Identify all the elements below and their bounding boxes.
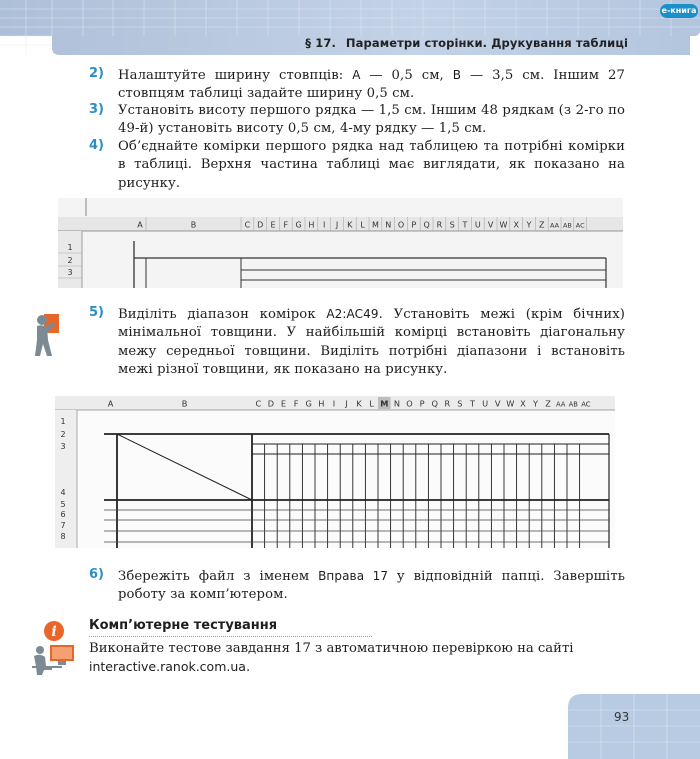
step-number: 6) xyxy=(89,567,104,582)
section-title: Параметри сторінки. Друкування таблиці xyxy=(345,36,628,50)
column-header-W: W xyxy=(506,398,515,409)
row-header-8: 8 xyxy=(60,532,66,541)
text-run: Налаштуйте ширину стовпців: xyxy=(118,68,353,83)
testing-link[interactable]: interactive.ranok.com.ua xyxy=(89,659,246,675)
step-text: Об’єднайте комірки першого рядка над таблицею та потрібні комірки в таблиці. Верхня частина таблиці має виглядати, як показано на рисунку. xyxy=(118,139,625,191)
column-header-H: H xyxy=(308,220,315,230)
column-header-AA: AA xyxy=(550,221,560,230)
column-header-V: V xyxy=(487,220,494,230)
file-name: Вправа 17 xyxy=(318,569,389,583)
ebook-badge[interactable]: e-книга xyxy=(660,4,698,18)
column-header-T: T xyxy=(469,398,476,409)
column-header-C: C xyxy=(255,398,262,409)
step-number: 4) xyxy=(89,138,104,153)
column-header-X: X xyxy=(520,398,526,409)
header-band xyxy=(0,0,700,55)
section-number: § 17. xyxy=(305,36,336,50)
column-header-Y: Y xyxy=(526,220,532,230)
step-number: 2) xyxy=(89,66,104,81)
column-header-U: U xyxy=(474,220,481,230)
column-header-L: L xyxy=(369,398,374,409)
testing-title: Комп’ютерне тестування xyxy=(89,618,372,637)
column-header-R: R xyxy=(436,220,443,230)
row-header-5: 5 xyxy=(60,500,66,509)
step-text xyxy=(118,567,625,605)
column-header-K: K xyxy=(347,220,353,230)
step-number: 3) xyxy=(89,102,104,117)
range-ref: A2:AC49 xyxy=(326,307,379,321)
header-title xyxy=(305,36,628,50)
column-header-AC: AC xyxy=(581,400,591,409)
column-header-A: A xyxy=(107,398,114,409)
column-header-M: M xyxy=(380,398,389,409)
column-header-S: S xyxy=(449,220,455,230)
row-header-3: 3 xyxy=(60,442,66,451)
spreadsheet-image-2 xyxy=(55,396,615,548)
column-header-B: B xyxy=(190,220,197,230)
column-header-A: A xyxy=(137,220,143,230)
column-header-N: N xyxy=(393,398,400,409)
row-header-4: 4 xyxy=(60,488,66,497)
column-header-J: J xyxy=(345,398,348,409)
step-6 xyxy=(89,567,625,605)
column-header-AB: AB xyxy=(562,221,572,230)
text-run: . xyxy=(245,660,251,676)
spreadsheet-image-1 xyxy=(58,198,623,288)
step-4 xyxy=(89,138,625,193)
column-header-C: C xyxy=(244,220,251,230)
column-header-E: E xyxy=(270,220,276,230)
page-number: 93 xyxy=(614,710,630,724)
row-header-7: 7 xyxy=(60,521,66,530)
text-run: — 0,5 см, xyxy=(360,68,453,83)
text-run: у відповідній папці. Завершіть роботу за комп’ютером. xyxy=(118,569,625,603)
column-header-X: X xyxy=(513,220,519,230)
column-ref: A xyxy=(352,68,361,82)
column-header-AB: AB xyxy=(568,400,578,409)
footer-number-grid xyxy=(568,694,700,759)
column-ref: B xyxy=(452,68,462,82)
column-header-D: D xyxy=(267,398,275,409)
column-header-Q: Q xyxy=(423,220,430,230)
column-header-I: I xyxy=(332,398,336,409)
svg-text:i: i xyxy=(51,624,57,640)
text-run: Збережіть файл з іменем xyxy=(118,569,319,584)
column-header-P: P xyxy=(419,398,425,409)
column-header-G: G xyxy=(305,398,312,409)
column-header-AC: AC xyxy=(575,221,585,230)
step-text xyxy=(118,66,625,104)
step-text xyxy=(118,305,625,379)
text-run: — 3,5 см. Іншим 27 стовпцям таблиці задайте ширину 0,5 см. xyxy=(118,68,625,102)
column-header-N: N xyxy=(385,220,392,230)
text-run: Виділіть діапазон комірок xyxy=(118,307,327,322)
column-header-O: O xyxy=(406,398,413,409)
column-header-P: P xyxy=(411,220,417,230)
column-header-V: V xyxy=(494,398,501,409)
text-run: . Установіть межі (крім бічних) мінімальної товщини. У найбільшій комірці встановіть діагональну межу середньої товщини. Виділіть потрібні діапазони і встановіть межі різної товщини, як показано на рисунку. xyxy=(118,307,626,377)
column-header-I: I xyxy=(323,220,326,230)
column-header-B: B xyxy=(181,398,188,409)
column-header-Y: Y xyxy=(532,398,539,409)
column-header-L: L xyxy=(360,220,365,230)
step-2 xyxy=(89,66,625,104)
testing-text xyxy=(89,640,629,678)
row-header-2: 2 xyxy=(60,430,66,439)
text-run: Виконайте тестове завдання 17 з автоматичною перевіркою на сайті xyxy=(89,641,574,656)
column-header-F: F xyxy=(293,398,299,409)
column-header-R: R xyxy=(444,398,451,409)
row-header-2: 2 xyxy=(67,256,73,265)
figure-borders xyxy=(55,396,615,548)
column-header-Q: Q xyxy=(431,398,438,409)
column-header-G: G xyxy=(295,220,302,230)
column-header-J: J xyxy=(335,220,339,230)
column-header-S: S xyxy=(457,398,463,409)
step-3 xyxy=(89,102,625,139)
column-header-K: K xyxy=(356,398,362,409)
figure-merged-cells xyxy=(58,198,623,288)
column-header-T: T xyxy=(462,220,468,230)
step-number: 5) xyxy=(89,305,104,320)
column-header-D: D xyxy=(257,220,264,230)
column-header-Z: Z xyxy=(545,398,551,409)
column-header-U: U xyxy=(482,398,489,409)
footer-band xyxy=(568,694,700,759)
column-header-E: E xyxy=(280,398,287,409)
column-header-W: W xyxy=(499,220,508,230)
testing-icon xyxy=(30,620,82,676)
column-header-Z: Z xyxy=(539,220,545,230)
column-header-AA: AA xyxy=(555,400,566,409)
column-header-O: O xyxy=(397,220,405,230)
row-header-3: 3 xyxy=(67,268,73,277)
column-header-M: M xyxy=(371,220,379,230)
row-header-1: 1 xyxy=(60,417,66,426)
step-5 xyxy=(89,305,625,379)
step-text: Установіть висоту першого рядка — 1,5 см. Іншим 48 рядкам (з 2-го по 49-й) установіть висоту 0,5 см, 4-му рядку — 1,5 см. xyxy=(118,103,625,137)
action-person-icon xyxy=(30,312,64,358)
row-header-6: 6 xyxy=(60,510,66,519)
row-header-1: 1 xyxy=(67,243,73,252)
column-header-F: F xyxy=(283,220,289,230)
column-header-H: H xyxy=(318,398,325,409)
